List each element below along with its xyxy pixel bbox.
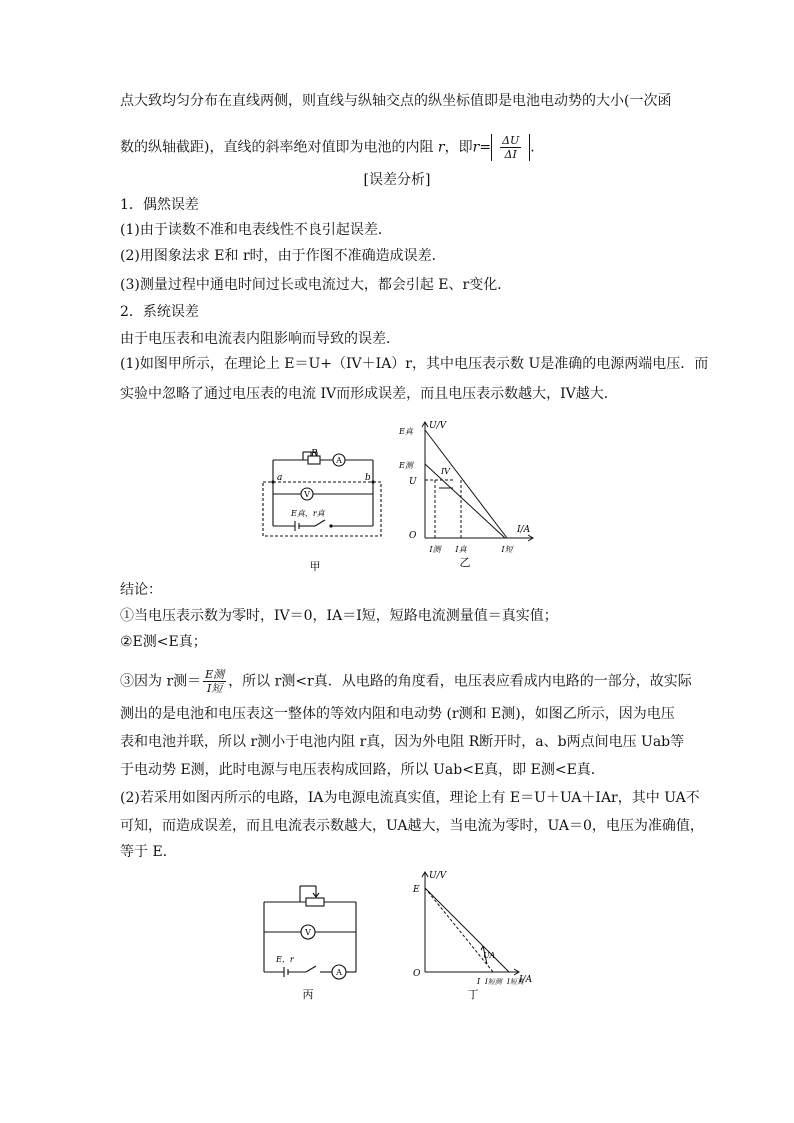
paragraph-line: 测出的是电池和电压表这一整体的等效内阻和电动势 (r测和 E测)，如图乙所示，因为电压 bbox=[120, 706, 675, 722]
label-a: a bbox=[277, 473, 283, 483]
label-U: U bbox=[409, 477, 417, 487]
x-axis-label: I/A bbox=[517, 525, 531, 535]
label-origin: O bbox=[409, 531, 417, 541]
label-R: R bbox=[311, 449, 318, 459]
subheading: 2．系统误差 bbox=[120, 304, 199, 320]
figure-caption: 甲 bbox=[309, 560, 321, 573]
conclusion-item: ②E测<E真； bbox=[120, 634, 207, 650]
paragraph-line: 等于 E. bbox=[120, 844, 168, 860]
paragraph-line: (3)测量过程中通电时间过长或电流过大，都会引起 E、r变化． bbox=[120, 277, 512, 293]
graph-ding bbox=[395, 868, 540, 1003]
paragraph-line: (1)如图甲所示，在理论上 E＝U+（IV＋IA）r，其中电压表示数 U是准确的电源两端电压．而 bbox=[120, 356, 709, 372]
figure-caption: 丙 bbox=[302, 988, 314, 1001]
ammeter-label: A bbox=[336, 968, 342, 977]
label-I-short-measured: I短测 bbox=[485, 978, 502, 986]
circuit-diagram-bing bbox=[250, 878, 370, 1003]
ammeter-label: A bbox=[336, 456, 342, 465]
circuit-diagram-jia bbox=[255, 448, 385, 573]
battery-label: E，r bbox=[276, 955, 294, 964]
x-axis-label: I/A bbox=[519, 975, 533, 985]
battery-label: E真，r真 bbox=[291, 509, 325, 518]
label-I-true: I真 bbox=[455, 545, 467, 554]
paragraph-line: 实验中忽略了通过电压表的电流 IV而形成误差，而且电压表示数越大，IV越大． bbox=[120, 386, 618, 402]
abs-value-fraction: $\frac{\Delta U}{\Delta I}$ bbox=[491, 134, 530, 161]
paragraph-line: 于电动势 E测，此时电源与电压表构成回路，所以 Uab<E真，即 E测<E真． bbox=[120, 762, 605, 778]
label-Iv: IV bbox=[441, 467, 450, 476]
subheading: 1．偶然误差 bbox=[120, 197, 199, 213]
label-b: b bbox=[365, 473, 371, 483]
conclusion-heading: 结论： bbox=[120, 582, 162, 598]
voltmeter-label: V bbox=[305, 928, 311, 937]
paragraph-line: 由于电压表和电流表内阻影响而导致的误差． bbox=[120, 331, 400, 347]
figure-caption: 乙 bbox=[459, 556, 471, 568]
label-E-measured: E测 bbox=[399, 461, 413, 470]
conclusion-item: ①当电压表示数为零时，IV＝0，IA＝I短，短路电流测量值＝真实值； bbox=[120, 608, 558, 624]
conclusion-item: ③因为 r测＝ $\frac{\text{E测}}{\text{I短}}$ ，所以 r测<r真．从电路的角度看，电压表应看成内电路的一部分，故实际 bbox=[120, 668, 692, 695]
fraction: $\frac{\text{E测}}{\text{I短}}$ bbox=[205, 668, 225, 695]
label-I-short: I短 bbox=[501, 545, 513, 554]
voltmeter-label: V bbox=[304, 490, 310, 499]
section-heading: [误差分析] bbox=[363, 172, 431, 188]
label-origin: O bbox=[413, 969, 421, 979]
label-E-true: E真 bbox=[399, 427, 413, 436]
paragraph-line: 点大致均匀分布在直线两侧，则直线与纵轴交点的纵坐标值即是电池电动势的大小(一次函 bbox=[120, 93, 672, 109]
graph-yi bbox=[395, 418, 540, 568]
paragraph-line: (2)用图象法求 E和 r时，由于作图不准确造成误差． bbox=[120, 248, 446, 264]
y-axis-label: U/V bbox=[429, 871, 447, 881]
paragraph-line: (2)若采用如图丙所示的电路，IA为电源电流真实值，理论上有 E＝U＋UA＋IAr，其中 UA不 bbox=[120, 790, 700, 806]
paragraph-line: 可知，而造成误差，而且电流表示数越大，UA越大，当电流为零时，UA＝0，电压为准确值， bbox=[120, 818, 704, 834]
paragraph-line: 表和电池并联，所以 r测小于电池内阻 r真，因为外电阻 R断开时，a、b两点间电压 Uab等 bbox=[120, 734, 685, 750]
label-I: I bbox=[477, 977, 481, 986]
paragraph-line: (1)由于读数不准和电表线性不良引起误差． bbox=[120, 222, 392, 238]
figure-caption: 丁 bbox=[467, 988, 479, 1001]
label-UA: UA bbox=[483, 951, 496, 960]
label-I-short-true: I短真 bbox=[507, 978, 524, 986]
label-E: E bbox=[413, 885, 420, 895]
label-I-measured: I测 bbox=[429, 545, 441, 554]
y-axis-label: U/V bbox=[429, 421, 447, 431]
paragraph-line: 数的纵轴截距)，直线的斜率绝对值即为电池的内阻 r，即r= $\frac{\Delta U}{\Delta I}$ . bbox=[120, 134, 535, 161]
